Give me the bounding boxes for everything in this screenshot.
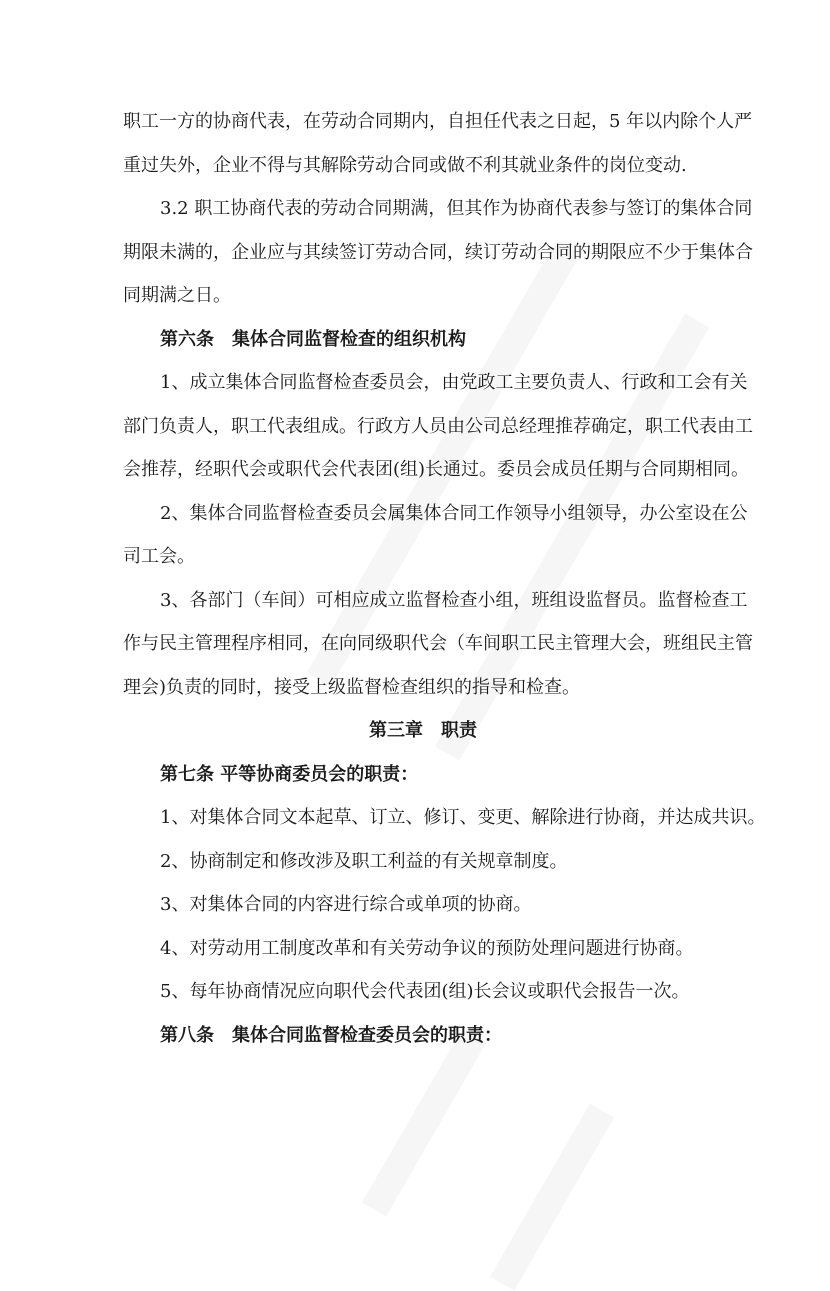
paragraph-line: 2、集体合同监督检查委员会属集体合同工作领导小组领导，办公室设在公: [160, 502, 748, 524]
list-item: 4、对劳动用工制度改革和有关劳动争议的预防处理问题进行协商。: [160, 937, 694, 959]
document-page: [123, 100, 766, 1057]
article-heading: 第八条 集体合同监督检查委员会的职责：: [160, 1024, 502, 1046]
list-item: 3、对集体合同的内容进行综合或单项的协商。: [160, 894, 532, 915]
article-heading: 第七条 平等协商委员会的职责：: [160, 763, 419, 785]
paragraph-line: 理会)负责的同时，接受上级监督检查组织的指导和检查。: [123, 676, 581, 698]
paragraph-line: 1、成立集体合同监督检查委员会，由党政工主要负责人、行政和工会有关: [160, 372, 748, 393]
paragraph-line: 3.2 职工协商代表的劳动合同期满，但其作为协商代表参与签订的集体合同: [160, 198, 753, 219]
list-item: 1、对集体合同文本起草、订立、修订、变更、解除进行协商，并达成共识。: [160, 807, 766, 828]
paragraph-line: 同期满之日。: [123, 285, 231, 306]
paragraph-line: 职工一方的协商代表，在劳动合同期内，自担任代表之日起，5 年以内除个人严: [123, 111, 753, 132]
article-heading: 第六条 集体合同监督检查的组织机构: [160, 328, 466, 350]
paragraph-line: 重过失外，企业不得与其解除劳动合同或做不利其就业条件的岗位变动.: [123, 154, 687, 176]
paragraph-line: 部门负责人，职工代表组成。行政方人员由公司总经理推荐确定，职工代表由工: [123, 415, 753, 437]
watermark: [362, 1029, 614, 1290]
paragraph-line: 作与民主管理程序相同，在向同级职代会（车间职工民主管理大会，班组民主管: [123, 633, 753, 654]
list-item: 2、协商制定和修改涉及职工利益的有关规章制度。: [160, 850, 568, 872]
paragraph-line: 期限未满的，企业应与其续签订劳动合同，续订劳动合同的期限应不少于集体合: [123, 241, 753, 263]
paragraph-line: 会推荐，经职代会或职代会代表团(组)长通过。委员会成员任期与合同期相同。: [123, 459, 750, 480]
list-item: 5、每年协商情况应向职代会代表团(组)长会议或职代会报告一次。: [160, 981, 690, 1002]
chapter-heading: 第三章 职责: [369, 720, 477, 741]
paragraph-line: 司工会。: [123, 546, 195, 567]
paragraph-line: 3、各部门（车间）可相应成立监督检查小组，班组设监督员。监督检查工: [160, 589, 748, 611]
